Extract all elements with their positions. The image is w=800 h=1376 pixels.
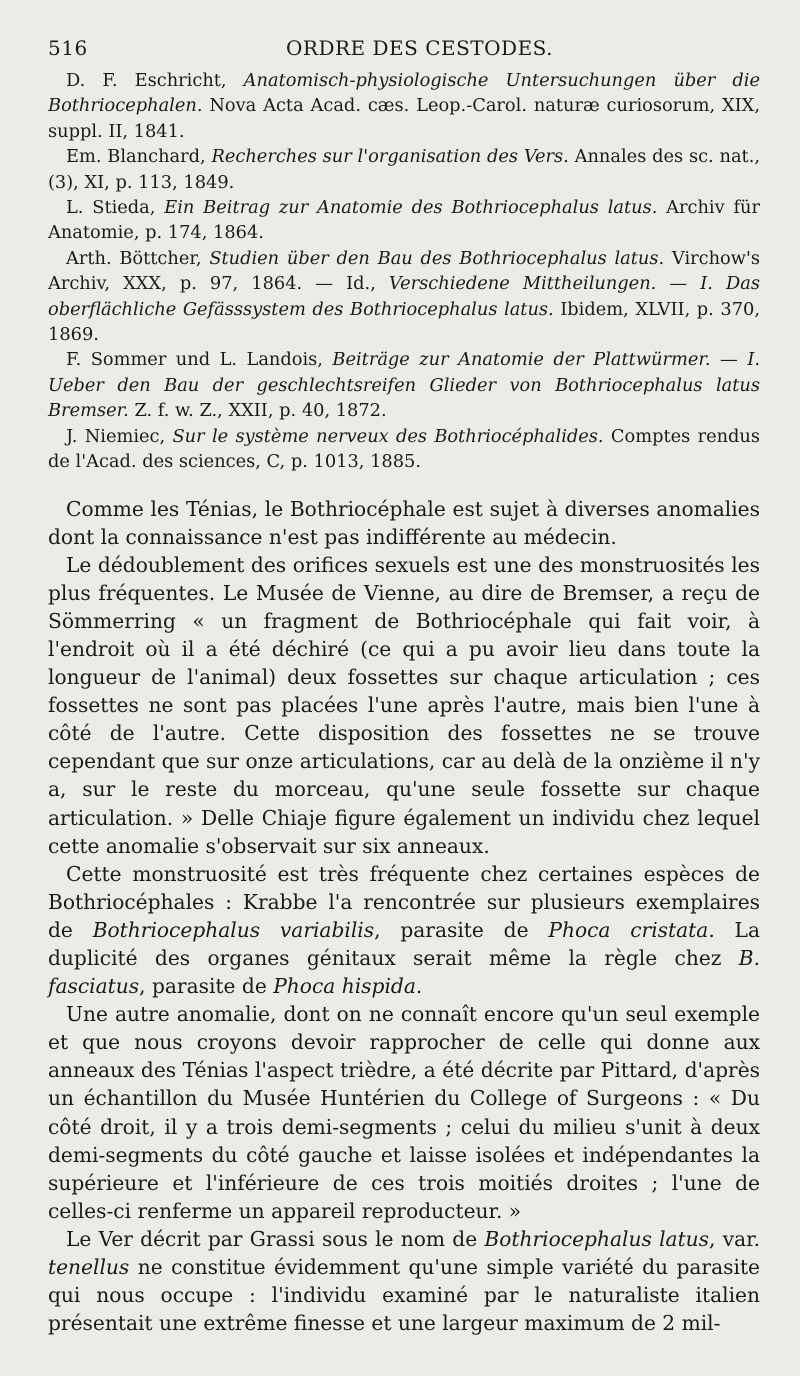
reference-blanchard [48,144,760,195]
ref-source: Comptes rendus de l'Acad. des sciences, C, p. 1013, 1885. [48,425,760,473]
ref-source: Nova Acta Acad. cæs. Leop.-Carol. naturæ curiosorum, XIX, suppl. II, 1841. [48,95,760,142]
paragraph-anomalies: Comme les Ténias, le Bothriocéphale est sujet à diverses anomalies dont la connaissance n'est pas indifférente au médecin. [48,496,760,549]
main-text [48,495,760,1338]
ref-title: Studien über den Bau des Bothriocephalus latus. [209,247,665,269]
paragraph-pittard: Une autre anomalie, dont on ne connaît encore qu'un seul exemple et que nous croyons devoir rapprocher de celle qui donne aux anneaux des Ténias l'aspect trièdre, a été décrite par Pittard, d'après un échantillon du Musée Huntérien du College of Surgeons : « Du côté droit, il y a trois demi-segments ; celui du milieu s'unit à deux demi-segments du côté gauche et laisse isolées et indépendantes la supérieure et l'inférieure de ces trois moitiés droites ; l'une de celles-ci renferme un appareil reproducteur. » [48,1002,760,1223]
ref-title: Sur le système nerveux des Bothriocéphalides. [172,425,604,447]
paragraph-grassi [48,1225,760,1337]
species-name: Phoca hispida [273,974,416,999]
running-head [48,30,760,64]
ref-source: Z. f. w. Z., XXII, p. 40, 1872. [128,400,387,422]
ref-source: Annales des sc. nat., (3), XI, p. 113, 1849. [48,146,760,193]
ref-title-2: Verschiedene Mittheilungen. — I. Das oberflächliche Gefässsystem des Bothriocephalus latus. [48,273,760,320]
ref-title: Ein Beitrag zur Anatomie des Bothriocephalus latus. [164,197,658,219]
reference-bottcher [48,246,760,348]
bibliography [48,68,760,475]
text-run: Cette monstruosité est très fréquente chez certaines espèces de Bothriocéphales : Krabbe l'a rencontrée sur plusieurs exemplaires de [48,861,760,942]
text-run: ne constitue évidemment qu'une simple variété du parasite qui nous occupe : l'individu examiné par le naturaliste italien présentait une extrême finesse et une largeur maximum de 2 mil- [48,1255,760,1336]
ref-source: Virchow's Archiv, XXX, p. 97, 1864. — Id., [48,247,760,295]
ref-author: L. Stieda, [66,197,165,219]
ref-title: Anatomisch-physiologische Untersuchungen über die Bothriocephalen. [48,70,760,117]
reference-stieda [48,195,760,246]
text-run: . La duplicité des organes génitaux serait même la règle chez [48,917,760,970]
page-number: 516 [48,36,88,60]
text-run: , parasite de [139,974,274,999]
ref-author: F. Sommer und L. Landois, [66,349,333,371]
text-run: Le Ver décrit par Grassi sous le nom de [66,1226,485,1251]
ref-author: J. Niemiec, [66,425,173,447]
ref-author: D. F. Eschricht, [66,70,244,91]
paragraph-dedoublement: Le dédoublement des orifices sexuels est une des monstruosités les plus fréquentes. Le Musée de Vienne, au dire de Bremser, a reçu de Sömmerring « un fragment de Bothriocéphale qui fait voir, à l'endroit où il a été déchiré (ce qui a pu avoir lieu dans toute la longueur de l'animal) deux fossettes sur chaque articulation ; ces fossettes ne sont pas placées l'une après l'autre, mais bien l'une à côté de l'autre. Cette disposition des fossettes ne se trouve cependant que sur onze articulations, car au delà de la onzième il n'y a, sur le reste du morceau, qu'une seule fossette sur chaque articulation. » Delle Chiaje figure également un individu chez lequel cette anomalie s'observait sur six anneaux. [48,552,760,858]
reference-sommer-landois [48,347,760,423]
text-run: . [415,974,423,999]
species-name: B. fasciatus [48,946,760,999]
variety-name: tenellus [48,1255,130,1280]
species-name: Bothriocephalus variabilis [92,917,375,942]
ref-author: Arth. Böttcher, [66,247,210,269]
species-name: Phoca cristata [548,917,709,942]
ref-title: Beiträge zur Anatomie der Plattwürmer. — I. Ueber den Bau der geschlechtsreifen Glieder von Bothriocephalus latus Bremser. [48,349,760,422]
species-name: Bothriocephalus latus [484,1226,710,1251]
reference-eschricht [48,68,760,144]
ref-title: Recherches sur l'organisation des Vers. [211,146,569,168]
ref-source: Archiv für Anatomie, p. 174, 1864. [48,197,760,244]
ref-author: Em. Blanchard, [66,146,212,168]
ref-source-2: Ibidem, XLVII, p. 370, 1869. [48,298,760,346]
reference-niemiec [48,424,760,475]
paragraph-monstruosite [48,860,760,1000]
text-run: , var. [709,1226,761,1251]
running-title: ORDRE DES CESTODES. [286,36,554,60]
text-run: , parasite de [374,917,549,942]
